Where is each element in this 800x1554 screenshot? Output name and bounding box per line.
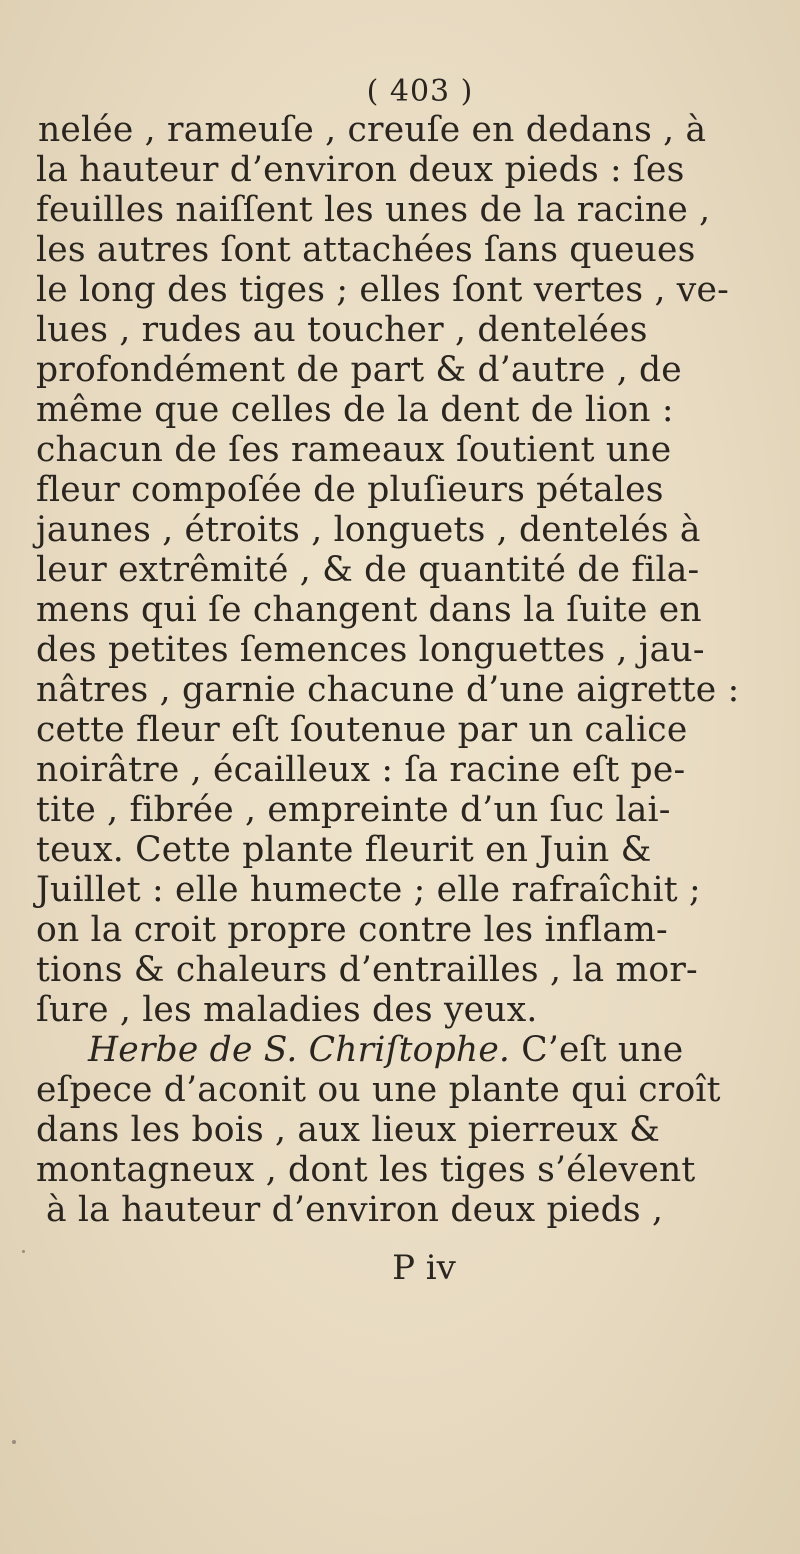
text-line: les autres ſont attachées ſans queues	[36, 230, 696, 270]
text-line: tions & chaleurs d’entrailles , la mor-	[36, 950, 698, 990]
paper-speck	[12, 1440, 16, 1444]
text-line: noirâtre , écailleux : ſa racine eſt pe-	[36, 750, 686, 790]
text-line: le long des tiges ; elles ſont vertes , ve-	[36, 270, 729, 310]
text-line: à la hauteur d’environ deux pieds ,	[46, 1190, 664, 1230]
text-line: tite , fibrée , empreinte d’un ſuc lai-	[36, 790, 671, 830]
paper-speck	[22, 1250, 25, 1253]
text-line: des petites ſemences longuettes , jau-	[36, 630, 705, 670]
text-line: dans les bois , aux lieux pierreux &	[36, 1110, 660, 1150]
text-line: Juillet : elle humecte ; elle rafraîchit ;	[36, 870, 701, 910]
page-number: ( 403 )	[366, 74, 474, 109]
text-line: mens qui ſe changent dans la ſuite en	[36, 590, 702, 630]
text-line: teux. Cette plante fleurit en Juin &	[36, 830, 652, 870]
text-line: eſpece d’aconit ou une plante qui croît	[36, 1070, 721, 1110]
entry-heading-line	[88, 1030, 683, 1070]
text-line: nâtres , garnie chacune d’une aigrette :	[36, 670, 740, 710]
text-line: montagneux , dont les tiges s’élevent	[36, 1150, 696, 1190]
text-line: leur extrêmité , & de quantité de fila-	[36, 550, 700, 590]
text-line: on la croit propre contre les inflam-	[36, 910, 668, 950]
text-line: chacun de ſes rameaux ſoutient une	[36, 430, 672, 470]
text-line: jaunes , étroits , longuets , dentelés à	[36, 510, 701, 550]
text-line: même que celles de la dent de lion :	[36, 390, 674, 430]
text-line: feuilles naiſſent les unes de la racine ,	[36, 190, 711, 230]
text-line: ſure , les maladies des yeux.	[36, 990, 538, 1030]
text-line: la hauteur d’environ deux pieds : ſes	[36, 150, 685, 190]
text-line: lues , rudes au toucher , dentelées	[36, 310, 648, 350]
text-line: cette fleur eſt ſoutenue par un calice	[36, 710, 688, 750]
text-line: fleur compoſée de pluſieurs pétales	[36, 470, 664, 510]
entry-heading: Herbe de S. Chriſtophe.	[88, 1030, 511, 1070]
text-line: nelée , rameuſe , creuſe en dedans , à	[38, 110, 707, 150]
text-line: profondément de part & d’autre , de	[36, 350, 682, 390]
entry-heading-rest: C’eſt une	[510, 1030, 684, 1070]
signature-mark: P iv	[392, 1248, 456, 1288]
